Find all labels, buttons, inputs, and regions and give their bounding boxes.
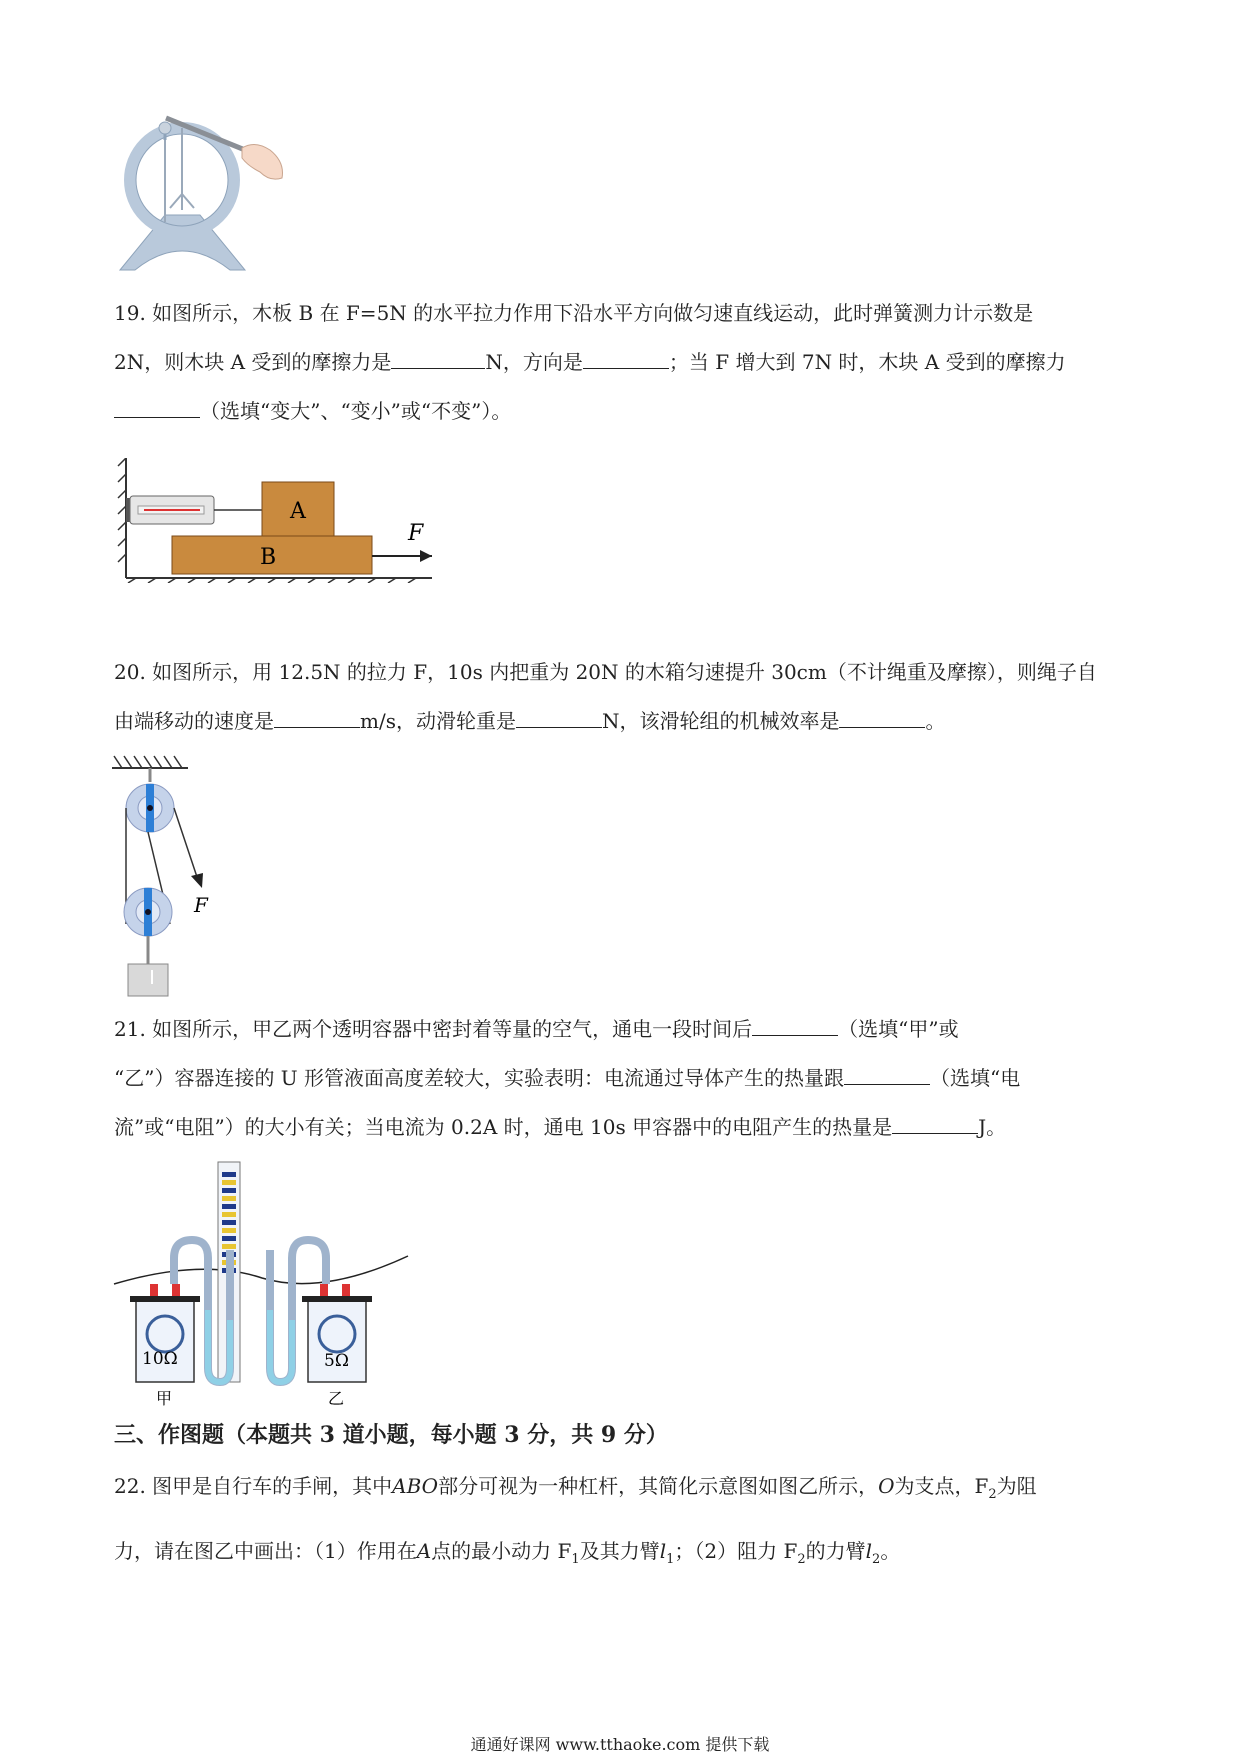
pulley-figure bbox=[110, 752, 230, 1000]
crate bbox=[128, 964, 168, 996]
question-19 bbox=[114, 289, 1134, 436]
q22-text-h: ；（2）阻力 F bbox=[674, 1539, 798, 1563]
q21-text-b: （选填“甲”或 bbox=[838, 1017, 959, 1041]
answer-blank[interactable] bbox=[114, 393, 200, 418]
q20-text-d: 。 bbox=[925, 709, 946, 733]
q22-sub-l1: 1 bbox=[666, 1552, 675, 1567]
label-b: B bbox=[260, 545, 277, 570]
q22-abo: ABO bbox=[392, 1474, 439, 1498]
ceiling-hatch bbox=[114, 756, 182, 768]
q20-line-2 bbox=[114, 697, 1134, 746]
answer-blank[interactable] bbox=[583, 344, 669, 369]
force-arrow-icon bbox=[191, 873, 203, 888]
q20-text-a: 由端移动的速度是 bbox=[114, 709, 274, 733]
q22-text-d: 为阻 bbox=[996, 1474, 1037, 1498]
q21-text-c: “乙”）容器连接的 U 形管液面高度差较大，实验表明：电流通过导体产生的热量跟 bbox=[114, 1066, 845, 1090]
section-heading: 三、作图题（本题共 3 道小题，每小题 3 分，共 9 分） bbox=[114, 1422, 668, 1448]
q22-l2: l bbox=[865, 1539, 873, 1563]
q19-text-c: ；当 F 增大到 7N 时，木块 A 受到的摩擦力 bbox=[668, 350, 1066, 374]
q19-text-a: 2N，则木块 A 受到的摩擦力是 bbox=[114, 350, 392, 374]
q20-text-b: m/s，动滑轮重是 bbox=[360, 709, 516, 733]
force-arrow-icon bbox=[420, 550, 432, 562]
label-jia: 甲 bbox=[156, 1389, 173, 1408]
q22-line-1 bbox=[114, 1462, 1134, 1519]
q19-text-b: N，方向是 bbox=[485, 350, 583, 374]
q21-text-a: 21. 如图所示，甲乙两个透明容器中密封着等量的空气，通电一段时间后 bbox=[114, 1017, 753, 1041]
q22-text-c: 为支点，F bbox=[894, 1474, 989, 1498]
q22-sub-1: 1 bbox=[571, 1552, 580, 1567]
wall-hatch bbox=[118, 458, 126, 562]
q22-text-b: 部分可视为一种杠杆，其简化示意图如图乙所示， bbox=[438, 1474, 879, 1498]
q22-text-f: 点的最小动力 F bbox=[431, 1539, 572, 1563]
answer-blank[interactable] bbox=[844, 1060, 930, 1085]
q21-text-e: 流”或“电阻”）的大小有关；当电流为 0.2A 时，通电 10s 甲容器中的电阻产生的热量是 bbox=[114, 1115, 893, 1139]
q22-text-j: 。 bbox=[880, 1539, 901, 1563]
q21-line-3 bbox=[114, 1103, 1134, 1152]
resistor-label-5: 5Ω bbox=[324, 1351, 349, 1371]
q19-text-d: （选填“变大”、“变小”或“不变”）。 bbox=[200, 399, 512, 423]
q22-o: O bbox=[878, 1474, 895, 1498]
q19-line-2 bbox=[114, 338, 1134, 387]
q22-line-2 bbox=[114, 1527, 1134, 1584]
answer-blank[interactable] bbox=[839, 703, 925, 728]
q19-line-3 bbox=[114, 387, 1134, 436]
joule-heating-figure bbox=[112, 1160, 412, 1410]
q21-text-d: （选填“电 bbox=[930, 1066, 1021, 1090]
answer-blank[interactable] bbox=[391, 344, 485, 369]
q22-text-i: 的力臂 bbox=[805, 1539, 866, 1563]
label-f: F bbox=[194, 893, 208, 917]
label-a: A bbox=[290, 499, 306, 524]
question-22 bbox=[114, 1462, 1134, 1584]
answer-blank[interactable] bbox=[274, 703, 360, 728]
q22-a: A bbox=[416, 1539, 432, 1563]
q22-l1: l bbox=[659, 1539, 667, 1563]
q22-sub-2: 2 bbox=[988, 1487, 997, 1502]
question-21 bbox=[114, 1005, 1134, 1152]
q20-text-c: N，该滑轮组的机械效率是 bbox=[601, 709, 840, 733]
answer-blank[interactable] bbox=[892, 1109, 978, 1134]
ring-apparatus-figure bbox=[110, 110, 300, 275]
q20-line-1: 20. 如图所示，用 12.5N 的拉力 F，10s 内把重为 20N 的木箱匀速提升 30cm（不计绳重及摩擦），则绳子自 bbox=[114, 660, 1097, 684]
label-yi: 乙 bbox=[328, 1389, 345, 1408]
friction-figure bbox=[114, 458, 434, 583]
page-footer: 通通好课网 www.tthaoke.com 提供下载 bbox=[470, 1735, 770, 1754]
q22-sub-f2: 2 bbox=[797, 1552, 806, 1567]
question-20 bbox=[114, 648, 1134, 746]
q22-sub-l2: 2 bbox=[872, 1552, 881, 1567]
wire bbox=[114, 1256, 408, 1284]
q21-line-2 bbox=[114, 1054, 1134, 1103]
q19-line-1: 19. 如图所示，木板 B 在 F=5N 的水平拉力作用下沿水平方向做匀速直线运动，此时弹簧测力计示数是 bbox=[114, 301, 1034, 325]
answer-blank[interactable] bbox=[752, 1011, 838, 1036]
q22-text-g: 及其力臂 bbox=[579, 1539, 660, 1563]
container-jia bbox=[136, 1300, 194, 1382]
resistor-label-10: 10Ω bbox=[142, 1349, 178, 1369]
q22-text-a: 22. 图甲是自行车的手闸，其中 bbox=[114, 1474, 393, 1498]
q22-text-e: 力，请在图乙中画出：（1）作用在 bbox=[114, 1539, 417, 1563]
answer-blank[interactable] bbox=[516, 703, 602, 728]
q21-line-1 bbox=[114, 1005, 1134, 1054]
q21-text-f: J。 bbox=[978, 1115, 1007, 1139]
label-f: F bbox=[408, 521, 424, 546]
